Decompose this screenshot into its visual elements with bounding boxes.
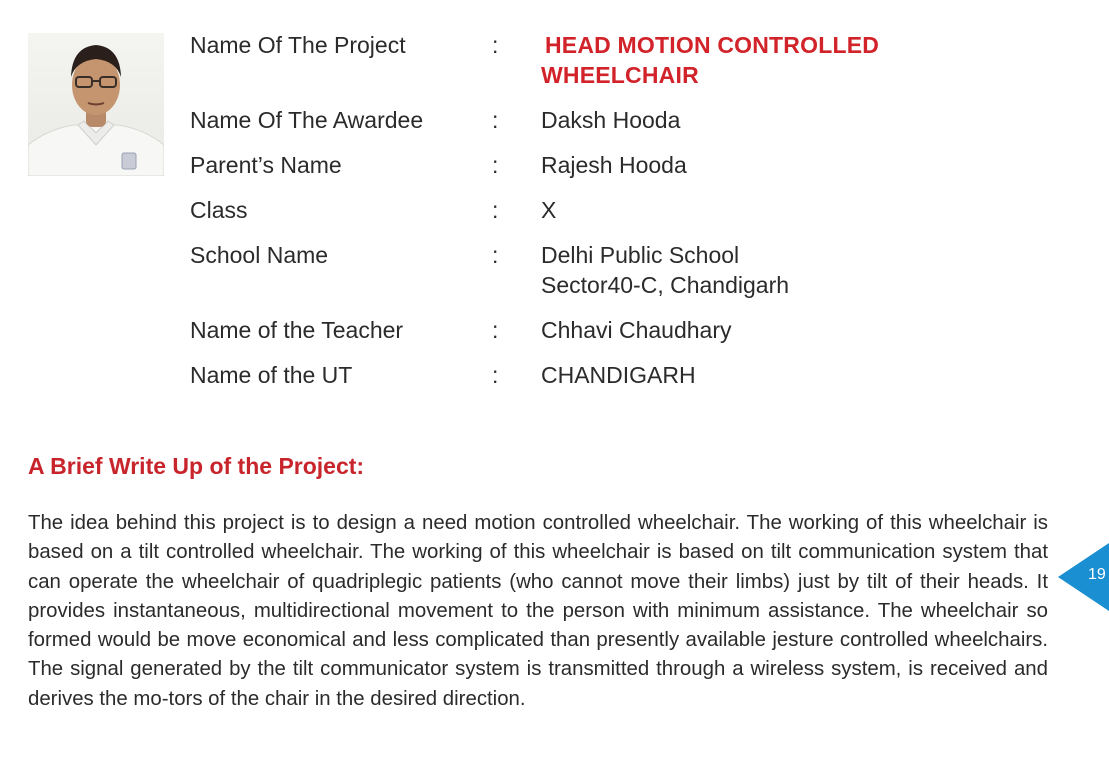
field-label: Name of the Teacher (190, 317, 404, 343)
field-separator: : (492, 317, 499, 343)
field-value-line: Sector40-C, Chandigarh (541, 272, 790, 298)
field-separator: : (492, 32, 499, 58)
field-separator: : (492, 107, 499, 133)
field-value (541, 195, 556, 225)
writeup-heading: A Brief Write Up of the Project: (28, 453, 365, 479)
field-value-line: X (541, 197, 557, 223)
writeup-body: The idea behind this project is to design a need motion controlled wheelchair. The working of this wheelchair is based on a tilt controlled wheelchair. The working of this wheelchair is based on tilt communication system that can operate the wheelchair of quadriplegic patients (who cannot move their limbs) just by tilt of their heads. It provides instantaneous, multidirectional movement to the person with minimum assistance. The wheelchair so formed would be move economical and less complicated than presently available jesture controlled wheelchairs. The signal generated by the tilt communicator system is transmitted through a wireless system, is received and derives the mo-tors of the chair in the desired direction. (28, 512, 1048, 710)
field-value (541, 360, 696, 390)
field-value (541, 105, 680, 135)
awardee-photo (28, 33, 164, 176)
field-value (541, 240, 789, 300)
field-value (541, 150, 687, 180)
field-value-line: Daksh Hooda (541, 107, 681, 133)
field-separator: : (492, 362, 499, 388)
field-separator: : (492, 197, 499, 223)
field-label: School Name (190, 242, 329, 268)
field-value-line: Chhavi Chaudhary (541, 317, 732, 343)
field-label: Parent’s Name (190, 152, 342, 178)
field-label: Name of the UT (190, 362, 353, 388)
field-value (541, 315, 732, 345)
awardee-info-table (190, 0, 1050, 420)
field-value-line: Rajesh Hooda (541, 152, 687, 178)
field-label: Class (190, 197, 248, 223)
project-title-line-2: WHEELCHAIR (541, 62, 699, 88)
field-value-line: CHANDIGARH (541, 362, 696, 388)
field-value-line: Delhi Public School (541, 242, 740, 268)
project-title (541, 30, 879, 90)
student-portrait-icon (28, 33, 164, 176)
field-label: Name Of The Awardee (190, 107, 424, 133)
page-number: 19 (1088, 566, 1106, 583)
field-separator: : (492, 242, 499, 268)
page-number-marker (1058, 543, 1109, 611)
field-separator: : (492, 152, 499, 178)
field-label: Name Of The Project (190, 32, 406, 58)
project-title-line-1: HEAD MOTION CONTROLLED (545, 32, 880, 58)
